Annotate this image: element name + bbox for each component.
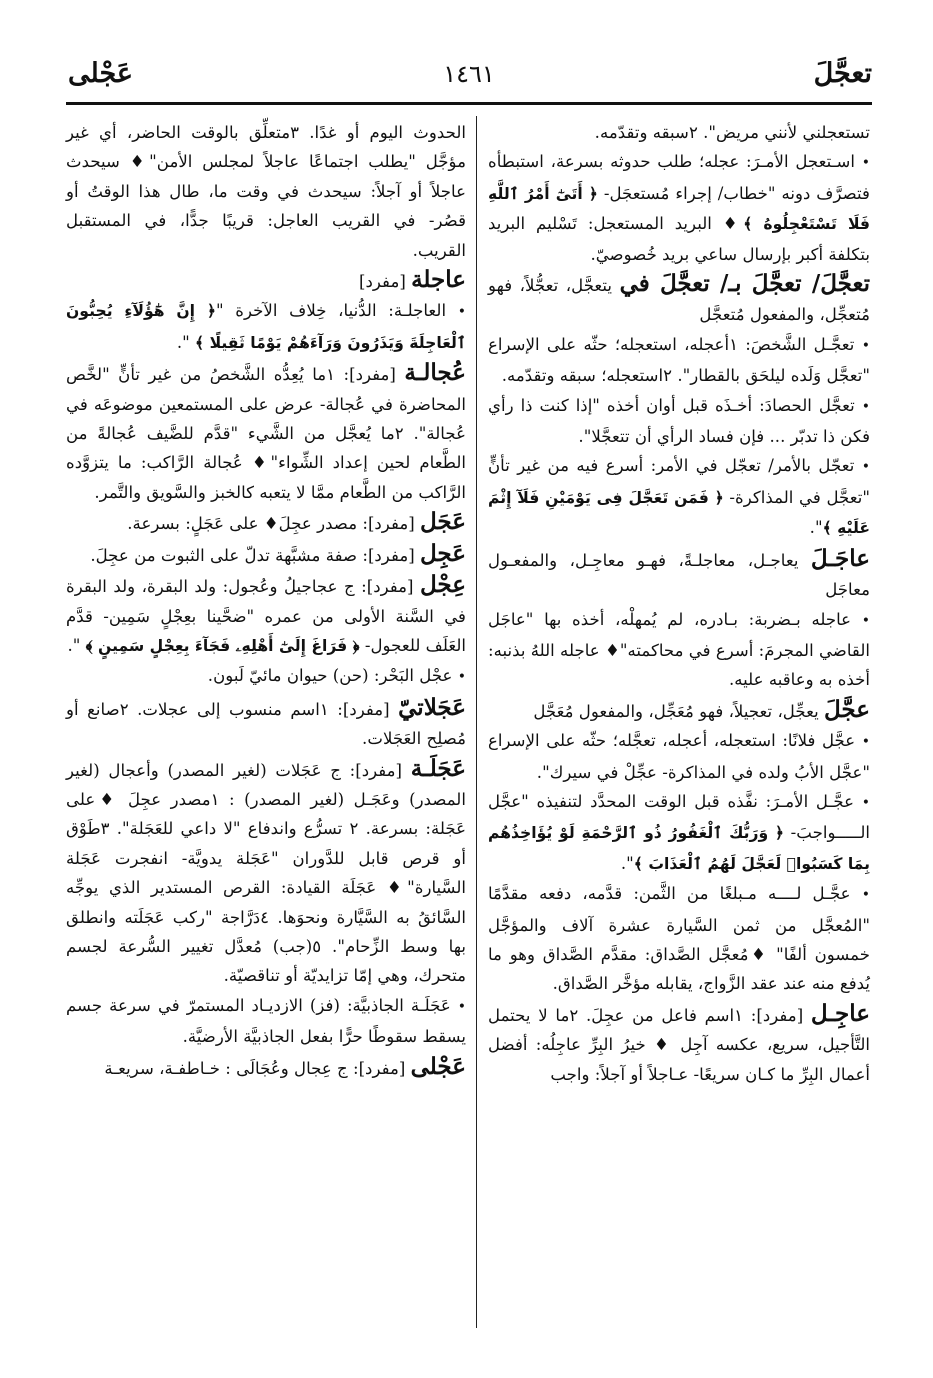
definition-text: عجْل البَحْر: (حن) حيوان مائيّ لَبون.	[207, 666, 453, 686]
dictionary-entry	[488, 999, 870, 1089]
page-header	[66, 58, 872, 108]
bullet-mark: •	[861, 155, 870, 172]
definition-text: [مفرد]: ج عِجال وعُجَالَى : خـاطفـة، سريعـة	[104, 1058, 411, 1078]
definition-text: الحدوث اليوم أو غدًا. ٣متعلِّق بالوقت الحاضر، أي غير مؤجَّل "يطلب اجتماعًا عاجلاً لمجلس الأمن"♦ سيحدث عاجلاً أو آجلاً: سيحدث في وقت ما، طال هذا الوقتُ أو قصُر- في القريب العاجل: قريبًا جدًّا، في المستقبل القريب.	[66, 123, 466, 260]
definition-text: العاجلـة: الدُّنيا، خِلاف الآخرة "	[215, 301, 447, 321]
dictionary-entry	[488, 695, 870, 726]
entry-headword: عاجلة	[411, 266, 466, 294]
bullet-mark: •	[457, 669, 466, 686]
entry-headword: عاجَـلَ	[810, 544, 870, 572]
bullet-mark: •	[861, 887, 870, 904]
definition-text: [مفرد]: صفة مشبَّهة تدلّ على الثبوت من عجِلَ.	[90, 545, 420, 565]
dictionary-entry	[488, 269, 870, 330]
entry-headword: عُجالـة	[404, 359, 466, 387]
definition-text: يتعجَّل، تعجُّلاً، فهو مُتعجِّل، والمفعول مُتعجَّل	[488, 276, 870, 325]
bullet-mark: •	[861, 734, 870, 751]
definition-paragraph	[66, 661, 466, 692]
definition-text: ".	[620, 853, 634, 873]
dictionary-entry	[66, 570, 466, 661]
left-column	[66, 118, 466, 1083]
definition-paragraph	[488, 605, 870, 695]
definition-text: اسـتعجل الأمـرَ: عجله؛ طلب حدوثه بسرعة، استبطأه فتصرَّف دونه "خطاب/ إجراء مُستعجَل-	[488, 152, 870, 203]
dictionary-entry	[66, 693, 466, 754]
definition-text: [مفرد]	[359, 272, 412, 292]
definition-text: تعجَّل الحصادَ: أخـذَه قبل أوان أخذه "إذا كنت ذا رأي فكن ذا تدبّر ... فإن فساد الرأي أن تتعجَّلا".	[488, 395, 870, 447]
column-divider	[476, 116, 477, 1328]
definition-text: يعجِّل، تعجيلاً، فهو مُعَجِّل، والمفعول مُعَجَّل	[533, 701, 824, 721]
bullet-mark: •	[861, 794, 870, 811]
bullet-mark: •	[861, 612, 870, 629]
definition-text: عجَّل فلانًا: استعجله، أعجله، تعجَّله؛ حثّه على الإسراع "عجَّل الأبُ ولده في المذاكرة- عجِّلْ في سيرك".	[488, 731, 870, 782]
entry-headword: عجَّلَ	[824, 695, 870, 723]
definition-text: عجَّـل لــــه مـبلغًا من الثَّمن: قدَّمه، دفعه مقدَّمًا "المُعجَّل من ثمن السَّيارة عشرة آلاف والمؤجَّل خمسون ألفًا" ♦مُعجَّل الصَّداق: مقدَّم الصَّداق وهو ما يُدفع منه عند عقد الزَّواج، يقابله مؤخَّر الصَّداق.	[488, 884, 870, 994]
dictionary-entry	[66, 754, 466, 991]
entry-headword: عَجَلَـة	[410, 754, 466, 782]
definition-text: [مفرد]: ١اسم فاعل من عجِلَ. ٢ما لا يحتمل التَّأجيل، سريع، عكسه آجِل ♦ خيرُ البِرِّ عاجِلُه: أفضل أعمال البِرِّ ما كـان سريعًا- عـاجلاً أو آجلاً: واجب	[488, 1005, 870, 1084]
bullet-mark: •	[457, 998, 466, 1015]
definition-text: يعاجـل، معاجلـةً، فهـو معاجِـل، والمفعـول معاجَل	[488, 550, 870, 600]
entry-headword: عَجَل	[420, 508, 466, 536]
definition-paragraph	[488, 391, 870, 452]
entry-headword: عاجِـل	[810, 999, 870, 1027]
dictionary-entry	[66, 265, 466, 296]
header-first-word: تعجَّلَ	[813, 58, 872, 89]
quran-quote: ﴿ أَتَىٰٓ أَمْرُ ٱللَّهِ فَلَا تَسْتَعْجِلُوهُ ﴾	[488, 184, 870, 234]
entry-headword: عَجْلى	[410, 1052, 466, 1080]
definition-text: ".	[67, 635, 86, 655]
dictionary-entry	[66, 539, 466, 570]
definition-paragraph	[488, 451, 870, 543]
right-column	[488, 118, 870, 1089]
dictionary-entry	[488, 544, 870, 605]
definition-paragraph	[66, 296, 466, 358]
quran-quote: ﴿ فَرَاغَ إِلَىٰٓ أَهْلِهِۦ فَجَآءَ بِعِجْلٍ سَمِينٍ ﴾	[85, 636, 360, 655]
definition-paragraph	[66, 118, 466, 265]
dictionary-entry	[66, 358, 466, 507]
definition-text: [مفرد]: ج عجاجيلُ وعُجول: ولد البقرة، ولد البقرة في السَّنة الأولى من عمره "ضحَّينا بعِجْلٍ سَمِين- قدَّم العَلَف للعجول-	[66, 577, 466, 655]
definition-paragraph	[488, 787, 870, 879]
bullet-mark: •	[861, 398, 870, 415]
quran-quote: ﴿ فَمَن تَعَجَّلَ فِى يَوْمَيْنِ فَلَآ إِثْمَ عَلَيْهِ ﴾	[488, 488, 870, 538]
quran-quote: ﴿ وَرَبُّكَ ٱلْغَفُورُ ذُو ٱلرَّحْمَةِ لَوْ يُؤَاخِذُهُم بِمَا كَسَبُوا۟ لَعَجَّلَ لَهُمُ ٱلْعَذَابَ ﴾	[488, 824, 870, 873]
bullet-mark: •	[861, 337, 870, 354]
definition-paragraph	[488, 879, 870, 999]
definition-text: ".	[176, 332, 196, 352]
definition-text: عجَّـل الأمـرَ: نفَّذه قبل الوقت المحدَّد لتنفيذه "عجَّل الـــــواجبَ-	[488, 791, 870, 843]
definition-text: تستعجلني لأنني مريض". ٢سبقه وتقدّمه.	[594, 123, 870, 142]
definition-paragraph	[488, 330, 870, 391]
definition-text: عَجَلَـة الجاذبيَّة: (فز) الازديـاد المستمرّ في سرعة جسم يسقط سقوطًا حرًّا بفعل الجاذبيَّة الأرضيَّة.	[66, 995, 466, 1047]
dictionary-entry	[66, 1052, 466, 1083]
entry-headword: تعجَّلَ/ تعجَّلَ بـ/ تعجَّلَ في	[619, 270, 870, 298]
page-number: ١٤٦١	[443, 60, 495, 88]
dictionary-entry	[66, 507, 466, 538]
definition-text: عاجله بـضربة: بـادره، لم يُمهلْه، أخذه بها "عاجَل القاضي المجرمَ: أسرع في محاكمته"♦ عاجله اللهُ بذنبه: أخذه به وعاقبه عليه.	[488, 609, 870, 690]
definition-paragraph	[488, 147, 870, 269]
definition-text: تعجَّـل الشَّخصَ: ١أعجله، استعجله؛ حثّه على الإسراع "تعجَّل وَلَده ليلحَق بالقطار". ٢استعجله؛ سبقه وتقدّمه.	[488, 334, 870, 386]
header-rule	[66, 102, 872, 105]
definition-paragraph	[488, 726, 870, 787]
definition-text: [مفرد]: ج عَجَلات (لغير المصدر) وأعجال (لغير المصدر) وعَجَـل (لغير المصدر) : ١مصدر عجِلَ ♦على عَجَلة: بسرعة. ٢ تسرُّع واندفاع "لا داعي للعَجَلة". ٣طَوْق أو قرص قابل للدَّوران "عَجَلة يدويَّة- انفجرت عَجَلة السَّيارة"♦ عَجَلَة القيادة: القرص المستدير الذي يوجِّه السَّائقُ به السَّيَّارة ونحوَها. ٤دَرَّاجة "ركب عَجَلَته وانطلق بها وسط الزِّحام". ٥(جب) مُعدَّل تغيير السُّرعة لجسم متحرك، وهي إمّا تزايديّة أو تناقصيّة.	[66, 760, 467, 986]
definition-paragraph	[488, 118, 870, 147]
definition-text: [مفرد]: ١اسم منسوب إلى عجلات. ٢صانع أو مُصلِح العَجَلات.	[66, 699, 466, 749]
quran-quote: ﴿ إِنَّ هَٰٓؤُلَآءِ يُحِبُّونَ ٱلْعَاجِلَةَ وَيَذَرُونَ وَرَآءَهُمْ يَوْمًا ثَقِيلًا ﴾	[66, 302, 466, 352]
definition-text: ".	[809, 518, 823, 538]
header-last-word: عَجْلى	[68, 58, 133, 89]
definition-paragraph	[66, 991, 466, 1052]
definition-text: [مفرد]: ١ما يُعِدُّه الشَّخصُ من غير تأنٍّ "لخَّص المحاضرة في عُجالة- عرض على المستمعين موضوعَه في عُجالة". ٢ما يُعجَّل من الشَّيء "قدَّم للضَّيف عُجالةً من الطَّعام لحين إعداد الشِّواء"♦ عُجالة الرَّاكب: ما يتزوَّده الرَّاكب من الطَّعام ممَّا لا يتعبه كالخبز والسَّويق والتَّمر.	[66, 365, 466, 502]
entry-headword: عَجَلاتيّ	[398, 693, 467, 721]
entry-headword: عِجْل	[420, 571, 466, 599]
entry-headword: عَجِل	[420, 539, 466, 567]
definition-text: ♦ البريد المستعجل: تَسْليم البريد بتكلفة أكبر بإرسال ساعي بريد خُصوصيّ.	[488, 214, 870, 264]
bullet-mark: •	[861, 459, 870, 476]
bullet-mark: •	[457, 304, 467, 321]
definition-text: تعجّل بالأمر/ تعجّل في الأمر: أسرع فيه من غير تأنٍّ "تعجَّل في المذاكرة-	[488, 456, 870, 507]
definition-text: [مفرد]: مصدر عجِلَ♦ على عَجَلٍ: بسرعة.	[127, 514, 420, 534]
